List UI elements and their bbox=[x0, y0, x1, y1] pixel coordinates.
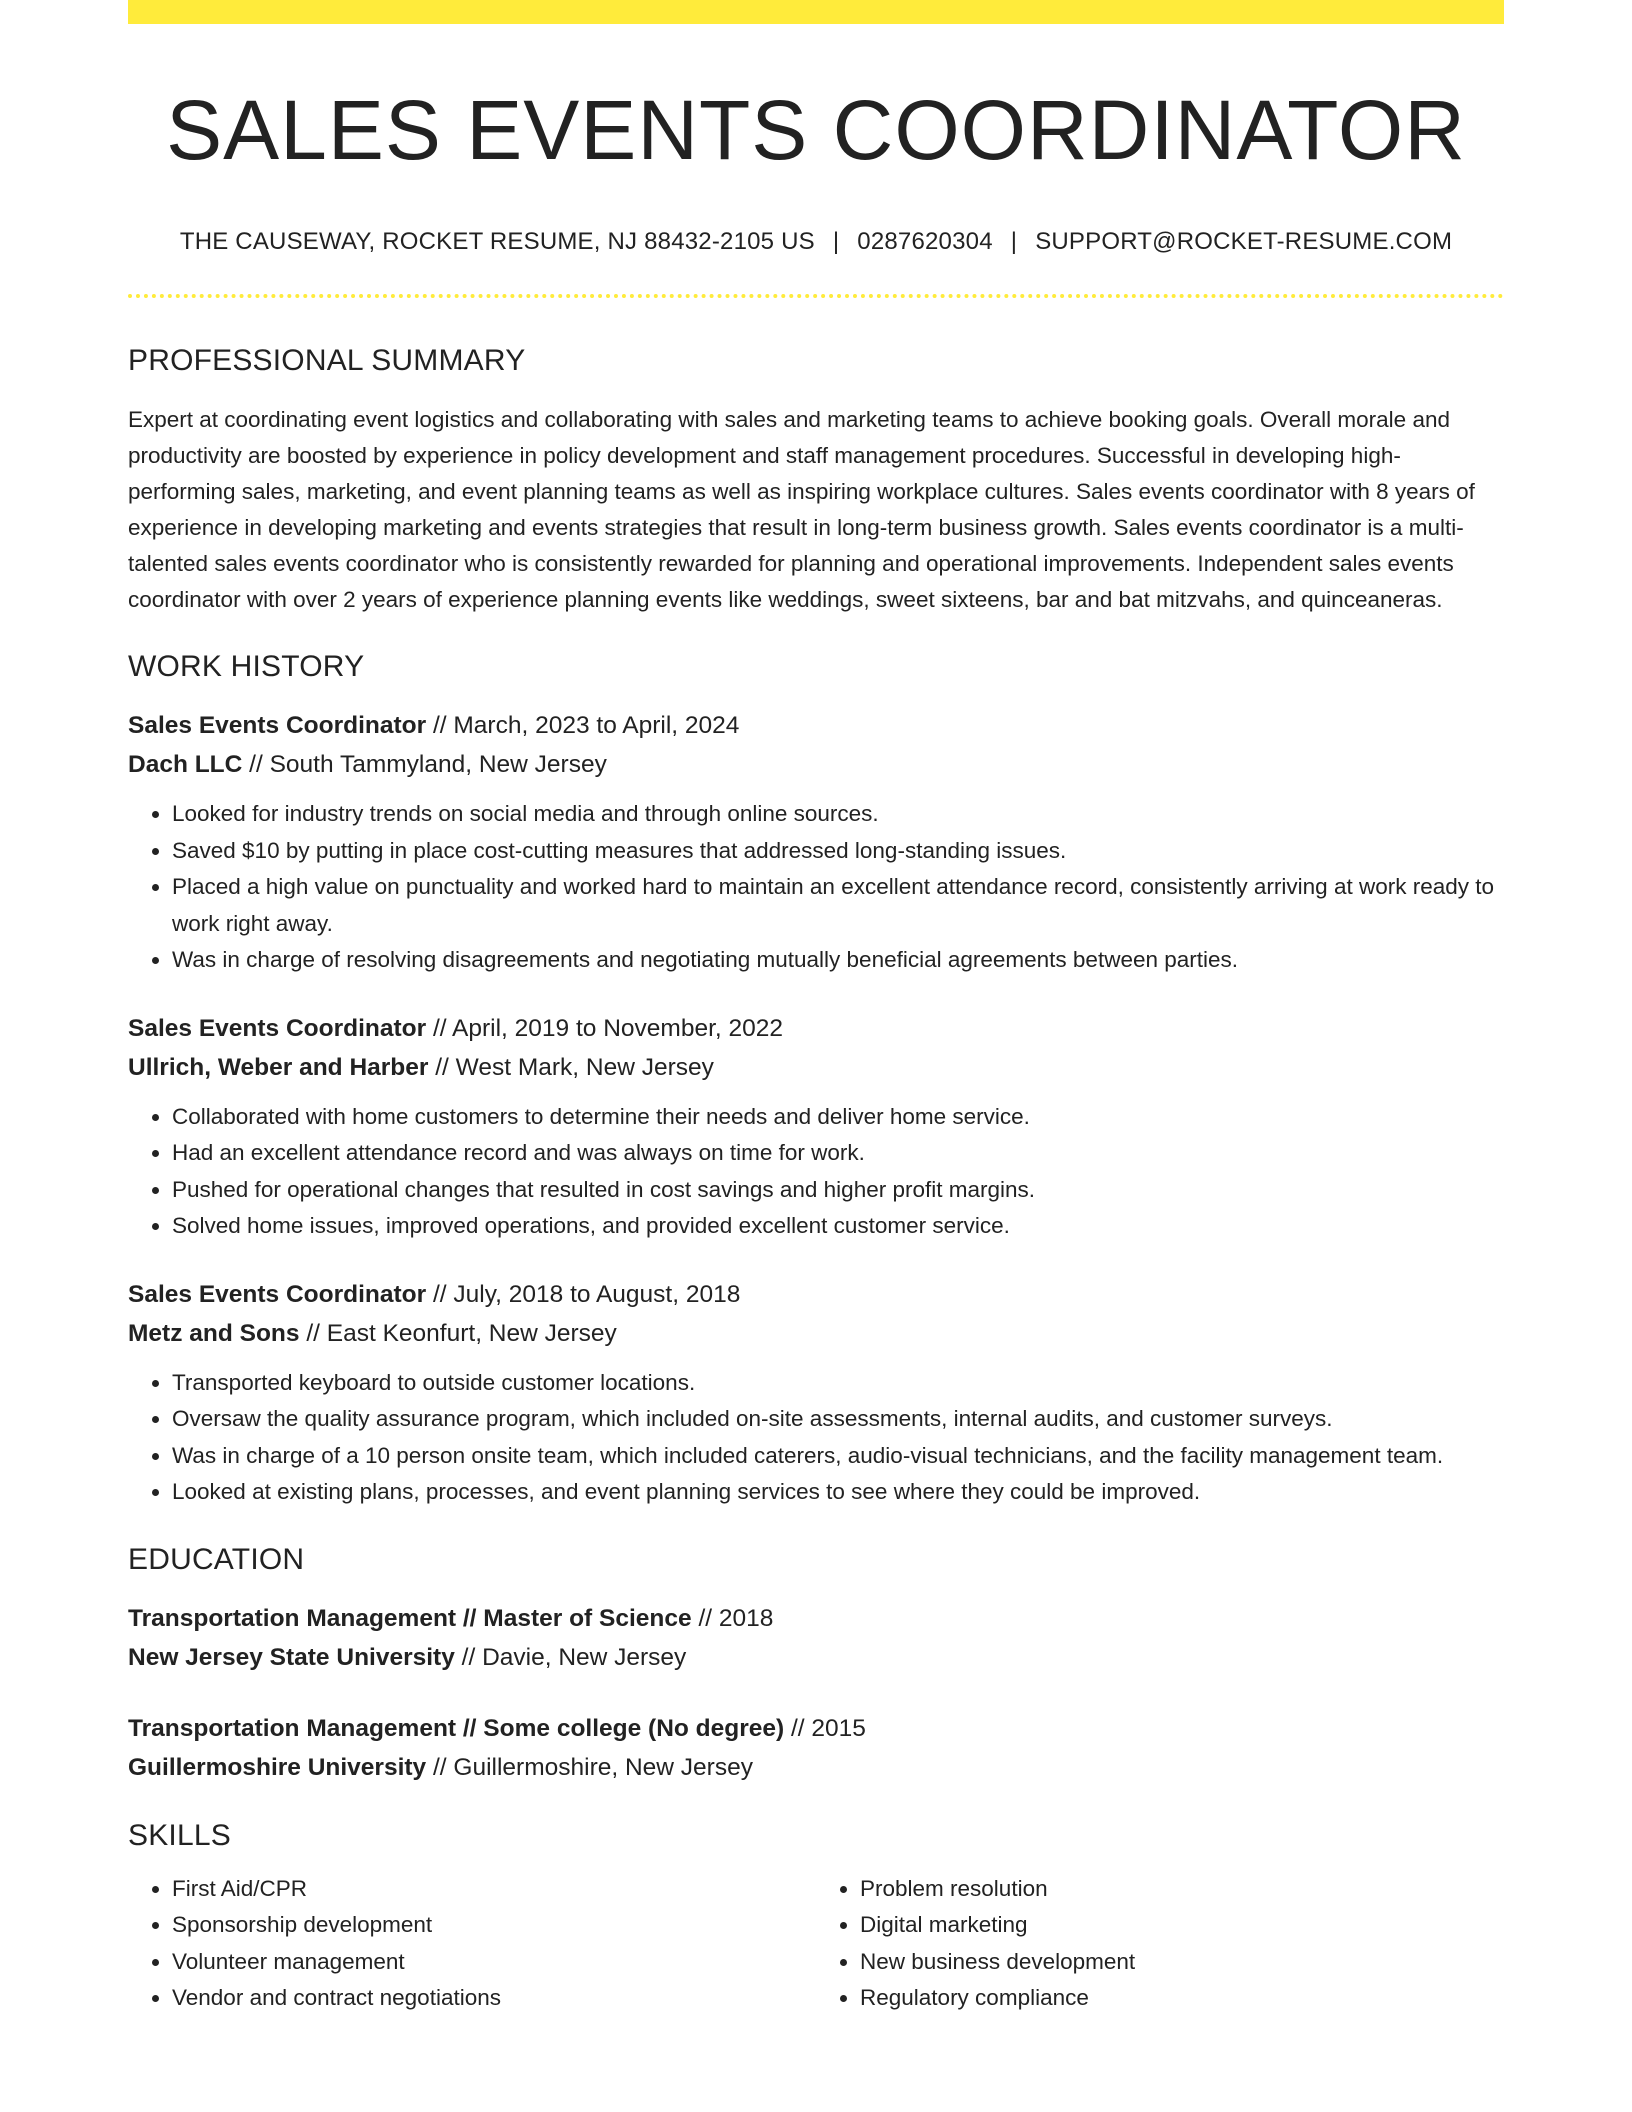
skill-item: • New business development bbox=[860, 1944, 1504, 1981]
job-company: Dach LLC bbox=[128, 751, 243, 779]
resume-title: SALES EVENTS COORDINATOR bbox=[166, 83, 1466, 177]
job-role: Sales Events Coordinator bbox=[128, 1280, 427, 1308]
list-item: • Looked for industry trends on social media and through online sources. bbox=[172, 796, 1504, 833]
skill-item: • Vendor and contract negotiations bbox=[172, 1980, 816, 2017]
education-school: Guillermoshire University bbox=[128, 1753, 427, 1781]
contact-line bbox=[128, 228, 1504, 256]
list-item: • Was in charge of a 10 person onsite team, which included caterers, audio-visual technicians, and the facility management team. bbox=[172, 1438, 1504, 1475]
list-item: • Oversaw the quality assurance program, which included on-site assessments, internal audits, and customer surveys. bbox=[172, 1401, 1504, 1438]
list-item: • Solved home issues, improved operations, and provided excellent customer service. bbox=[172, 1208, 1504, 1245]
job-role-line bbox=[128, 1275, 1504, 1314]
job-company-line bbox=[128, 745, 1504, 784]
top-accent-bar bbox=[128, 0, 1504, 24]
education-location: // Guillermoshire, New Jersey bbox=[426, 1753, 753, 1781]
list-item: • Had an excellent attendance record and was always on time for work. bbox=[172, 1135, 1504, 1172]
skills-columns bbox=[128, 1871, 1504, 2017]
dotted-divider bbox=[128, 294, 1504, 298]
job-company-line bbox=[128, 1314, 1504, 1353]
list-item: • Looked at existing plans, processes, and event planning services to see where they could be improved. bbox=[172, 1474, 1504, 1511]
education-degree: Transportation Management // Some college (No degree) bbox=[128, 1714, 785, 1742]
job-entry bbox=[128, 706, 1504, 979]
skill-item: • Digital marketing bbox=[860, 1907, 1504, 1944]
job-location: // East Keonfurt, New Jersey bbox=[299, 1319, 617, 1347]
education-location: // Davie, New Jersey bbox=[454, 1643, 687, 1671]
contact-email: SUPPORT@ROCKET-RESUME.COM bbox=[1035, 228, 1453, 256]
education-heading: EDUCATION bbox=[128, 1542, 305, 1576]
job-company-line bbox=[128, 1048, 1504, 1087]
job-dates: // July, 2018 to August, 2018 bbox=[426, 1280, 741, 1308]
job-dates: // March, 2023 to April, 2024 bbox=[426, 712, 740, 740]
list-item: • Transported keyboard to outside customer locations. bbox=[172, 1365, 1504, 1402]
skill-item: • Sponsorship development bbox=[172, 1907, 816, 1944]
education-school-line bbox=[128, 1638, 1504, 1677]
skills-heading: SKILLS bbox=[128, 1818, 231, 1852]
education-degree: Transportation Management // Master of Science bbox=[128, 1604, 692, 1632]
work-history-heading: WORK HISTORY bbox=[128, 650, 365, 684]
education-entry bbox=[128, 1709, 1504, 1787]
list-item: • Saved $10 by putting in place cost-cutting measures that addressed long-standing issues. bbox=[172, 833, 1504, 870]
resume-page bbox=[128, 0, 1504, 2017]
summary-heading: PROFESSIONAL SUMMARY bbox=[128, 344, 526, 378]
job-entry bbox=[128, 1275, 1504, 1511]
job-location: // West Mark, New Jersey bbox=[428, 1053, 714, 1081]
list-item: • Pushed for operational changes that resulted in cost savings and higher profit margins. bbox=[172, 1172, 1504, 1209]
job-location: // South Tammyland, New Jersey bbox=[242, 751, 607, 779]
job-dates: // April, 2019 to November, 2022 bbox=[426, 1014, 784, 1042]
job-role: Sales Events Coordinator bbox=[128, 1014, 427, 1042]
skill-item: • Regulatory compliance bbox=[860, 1980, 1504, 2017]
job-bullets bbox=[128, 1365, 1504, 1511]
education-year: // 2015 bbox=[784, 1714, 866, 1742]
education-degree-line bbox=[128, 1709, 1504, 1748]
list-item: • Collaborated with home customers to determine their needs and deliver home service. bbox=[172, 1099, 1504, 1136]
job-company: Metz and Sons bbox=[128, 1319, 300, 1347]
list-item: • Placed a high value on punctuality and worked hard to maintain an excellent attendance record, consistently arriving at work ready to work right away. bbox=[172, 869, 1504, 942]
contact-address: THE CAUSEWAY, ROCKET RESUME, NJ 88432-2105 US bbox=[179, 228, 815, 256]
skill-item: • First Aid/CPR bbox=[172, 1871, 816, 1908]
job-entry bbox=[128, 1009, 1504, 1245]
job-bullets bbox=[128, 1099, 1504, 1245]
summary-text: Expert at coordinating event logistics and collaborating with sales and marketing teams to achieve booking goals. Overall morale and productivity are boosted by experience in policy development and staff management procedures. Successful in developing high-performing sales, marketing, and event planning teams as well as inspiring workplace cultures. Sales events coordinator with 8 years of experience in developing marketing and events strategies that result in long-term business growth. Sales events coordinator is a multi-talented sales events coordinator who is consistently rewarded for planning and operational improvements. Independent sales events coordinator with over 2 years of experience planning events like weddings, sweet sixteens, bar and bat mitzvahs, and quinceaneras. bbox=[128, 407, 1475, 613]
job-bullets bbox=[128, 796, 1504, 979]
job-role-line bbox=[128, 1009, 1504, 1048]
contact-separator: | bbox=[1010, 228, 1018, 256]
skill-item: • Problem resolution bbox=[860, 1871, 1504, 1908]
education-school-line bbox=[128, 1748, 1504, 1787]
education-year: // 2018 bbox=[691, 1604, 774, 1632]
list-item: • Was in charge of resolving disagreements and negotiating mutually beneficial agreements between parties. bbox=[172, 942, 1504, 979]
job-role-line bbox=[128, 706, 1504, 745]
skills-list-right bbox=[816, 1871, 1504, 2017]
job-company: Ullrich, Weber and Harber bbox=[128, 1053, 429, 1081]
contact-phone: 0287620304 bbox=[857, 228, 993, 256]
skill-item: • Volunteer management bbox=[172, 1944, 816, 1981]
education-degree-line bbox=[128, 1599, 1504, 1638]
education-school: New Jersey State University bbox=[128, 1643, 455, 1671]
skills-list-left bbox=[128, 1871, 816, 2017]
job-role: Sales Events Coordinator bbox=[128, 712, 427, 740]
contact-separator: | bbox=[832, 228, 840, 256]
education-entry bbox=[128, 1599, 1504, 1677]
